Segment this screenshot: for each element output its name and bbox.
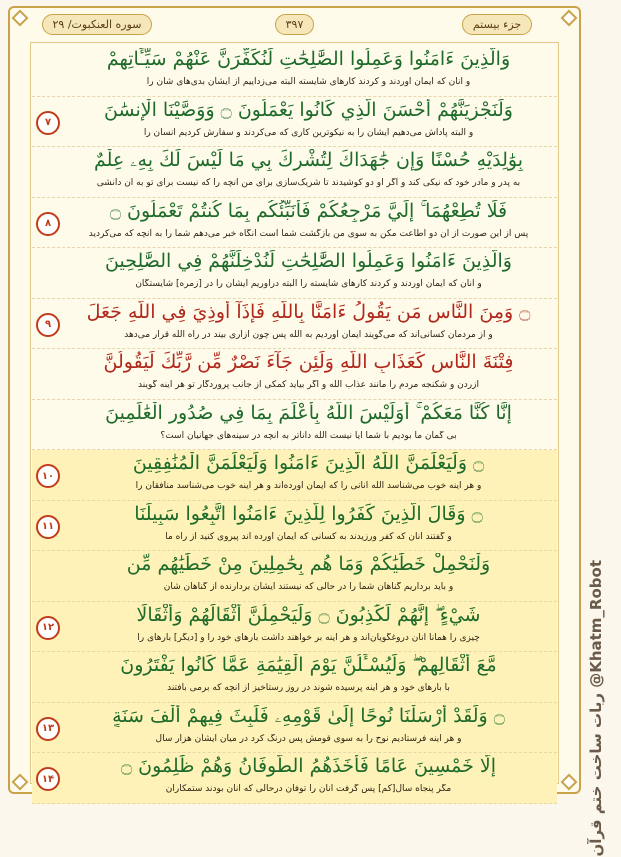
verse-line	[32, 97, 557, 148]
verse-line	[32, 450, 557, 501]
arabic-text: إِلَّا خَمْسِينَ عَامًا فَأَخَذَهُمُ الطُّوفَانُ وَهُمْ ظَٰلِمُونَ ۝	[120, 755, 497, 777]
arabic-text: شَيْءٍ ۖ إِنَّهُمْ لَكَٰذِبُونَ ۝ وَلَيَحْمِلُنَّ أَثْقَالَهُمْ وَأَثْقَالًا	[136, 603, 481, 626]
arabic-text: بِوَٰلِدَيْهِ حُسْنًا وَإِن جَٰهَدَاكَ لِتُشْرِكَ بِي مَا لَيْسَ لَكَ بِهِۦ عِلْمٌ	[94, 149, 523, 171]
translation-text: به پدر و مادر خود که نیکی کند و اگر او دو کوشیدند تا شریک‌سازی برای من آنچه را که نیست برای تو به آن دانشی	[96, 178, 521, 188]
arabic-text: وَلْنَحْمِلْ خَطَٰيَٰكُمْ وَمَا هُم بِحَٰمِلِينَ مِنْ خَطَٰيَٰهُم مِّن	[126, 553, 491, 575]
verse-line	[32, 501, 557, 552]
translation-text: و از مردمان کسانی‌اند که می‌گویند ایمان آوردیم به الله پس چون آزاری بیند در راه الله قرار می‌دهد	[124, 329, 493, 340]
translation-text: و باید برداریم گناهان شما را در حالی که نیستند ایشان بردارنده از گناهان شان	[163, 582, 454, 592]
margin-sidebar	[587, 20, 615, 857]
arabic-text: فِتْنَةَ النَّاسِ كَعَذَابِ اللَّهِ وَلَئِن جَآءَ نَصْرٌ مِّن رَّبِّكَ لَيَقُولُنَّ	[103, 351, 514, 373]
ayah-number-marker: ۱۱	[36, 515, 60, 539]
arabic-text: وَالَّذِينَ ءَامَنُوا وَعَمِلُوا الصَّٰلِحَٰتِ لَنُكَفِّرَنَّ عَنْهُمْ سَيِّـَٔاتِهِمْ	[106, 48, 511, 70]
translation-text: آزردن و شکنجه مردم را مانند عذاب الله و اگر بیاید کمکی از جانب پروردگار تو هر آینه گویند	[138, 380, 479, 390]
translation-text: چیزی را همانا آنان دروغگویان‌اند و هر آینه بر خواهند داشت بارهای خود را و [دیگر] بارهای را	[137, 632, 480, 643]
ayah-number-marker: ۱۲	[36, 616, 60, 640]
arabic-text: ۝ وَلَقَدْ أَرْسَلْنَا نُوحًا إِلَىٰ قَوْمِهِۦ فَلَبِثَ فِيهِمْ أَلْفَ سَنَةٍ	[112, 704, 505, 727]
translation-text: و البته پاداش می‌دهیم ایشان را به نیکوترین کاری که می‌کردند و سفارش کردیم انسان را	[143, 127, 474, 138]
arabic-text: إِنَّا كُنَّا مَعَكُمْ ۚ أَوَلَيْسَ اللَّهُ بِأَعْلَمَ بِمَا فِي صُدُورِ الْعَٰلَمِينَ	[105, 401, 512, 424]
verse-lines	[32, 46, 557, 804]
ayah-number-marker: ۷	[36, 111, 60, 135]
page-number-container	[255, 10, 335, 38]
arabic-text: فَلَا تُطِعْهُمَا ۚ إِلَيَّ مَرْجِعُكُمْ فَأُنَبِّئُكُم بِمَا كُنتُمْ تَعْمَلُونَ ۝	[109, 199, 508, 222]
verse-line	[32, 652, 557, 703]
corner-ornament-icon	[12, 774, 29, 791]
ayah-number-marker: ۱۰	[36, 464, 60, 488]
translation-text: و آنان که ایمان آوردند و کردند کارهای شایسته البته می‌زداییم از ایشان بدی‌های شان را	[146, 77, 471, 87]
ayah-number-marker: ۱۴	[36, 767, 60, 791]
verse-line	[32, 602, 557, 653]
juz-label: جزء بیستم	[462, 14, 532, 35]
ayah-number-marker: ۸	[36, 212, 60, 236]
verse-line	[32, 198, 557, 249]
page-number: ۳۹۷	[275, 14, 315, 35]
translation-text: مگر پنجاه سال[کم] پس گرفت آنان را توفان درحالی که آنان بودند ستمکاران	[165, 784, 452, 794]
verse-line	[32, 46, 557, 97]
arabic-text: وَالَّذِينَ ءَامَنُوا وَعَمِلُوا الصَّٰلِحَٰتِ لَنُدْخِلَنَّهُمْ فِي الصَّٰلِحِينَ	[105, 250, 512, 272]
corner-ornament-icon	[561, 774, 578, 791]
ayah-number-marker: ۹	[36, 313, 60, 337]
corner-ornament-icon	[12, 10, 29, 27]
mushaf-page	[8, 6, 581, 794]
arabic-text: مَّعَ أَثْقَالِهِمْ ۖ وَلَيُسْـَٔلُنَّ يَوْمَ الْقِيَٰمَةِ عَمَّا كَانُوا يَفْتَرُونَ	[120, 654, 497, 676]
translation-text: و آنان که ایمان آوردند و کردند کارهای شایسته را البته درآوریم ایشان را در [زمره] شایستگان	[135, 279, 482, 289]
verse-line	[32, 551, 557, 602]
watermark-text: ربات ساخت ختم قرآن @Khatm_Robot	[587, 560, 605, 857]
ayah-number-marker: ۱۳	[36, 717, 60, 741]
translation-text: و هر آینه خوب می‌شناسد الله آنانی را که ایمان آورده‌اند و هر آینه خوب می‌شناسد منافقان را	[135, 481, 482, 491]
juz-label-container	[437, 10, 557, 38]
translation-text: بی گمان ما بودیم با شما آیا نیست الله داناتر به آنچه در سینه‌های جهانیان است؟	[160, 430, 457, 441]
verse-line	[32, 349, 557, 400]
surah-label: سوره العنکبوت/ ۲۹	[42, 14, 153, 35]
surah-label-container	[32, 10, 162, 38]
corner-ornament-icon	[561, 10, 578, 27]
translation-text: پس از این صورت از آن دو اطاعت مکن به سوی من بازگشت شما است آنگاه خبر می‌دهم شما را به آنچه که می‌کردید	[88, 228, 529, 239]
translation-text: با بارهای خود و هر آینه پرسیده شوند در روز رستاخیز از آنچه که برمی بافتند	[167, 683, 450, 693]
verse-line	[32, 299, 557, 350]
arabic-text: ۝ وَلَيَعْلَمَنَّ اللَّهُ الَّذِينَ ءَامَنُوا وَلَيَعْلَمَنَّ الْمُنَٰفِقِينَ	[132, 452, 485, 474]
translation-text: و هر آینه فرستادیم نوح را به سوی قومش پس درنگ کرد در میان ایشان هزار سال	[155, 733, 462, 744]
verse-line	[32, 703, 557, 754]
verse-line	[32, 147, 557, 198]
arabic-text: ۝ وَقَالَ الَّذِينَ كَفَرُوا لِلَّذِينَ ءَامَنُوا اتَّبِعُوا سَبِيلَنَا	[134, 502, 483, 525]
translation-text: و گفتند آنان که کفر ورزیدند به کسانی که ایمان آورده اند پیروی کنید از راه ما	[165, 531, 452, 542]
arabic-text: وَلَنَجْزِيَنَّهُمْ أَحْسَنَ الَّذِي كَانُوا يَعْمَلُونَ ۝ وَوَصَّيْنَا الْإِنسَٰنَ	[104, 98, 513, 121]
arabic-text: ۝ وَمِنَ النَّاسِ مَن يَقُولُ ءَامَنَّا بِاللَّهِ فَإِذَآ أُوذِيَ فِي اللَّهِ جَعَلَ	[86, 300, 531, 323]
verse-line	[32, 248, 557, 299]
verse-line	[32, 400, 557, 451]
verse-line	[32, 753, 557, 804]
